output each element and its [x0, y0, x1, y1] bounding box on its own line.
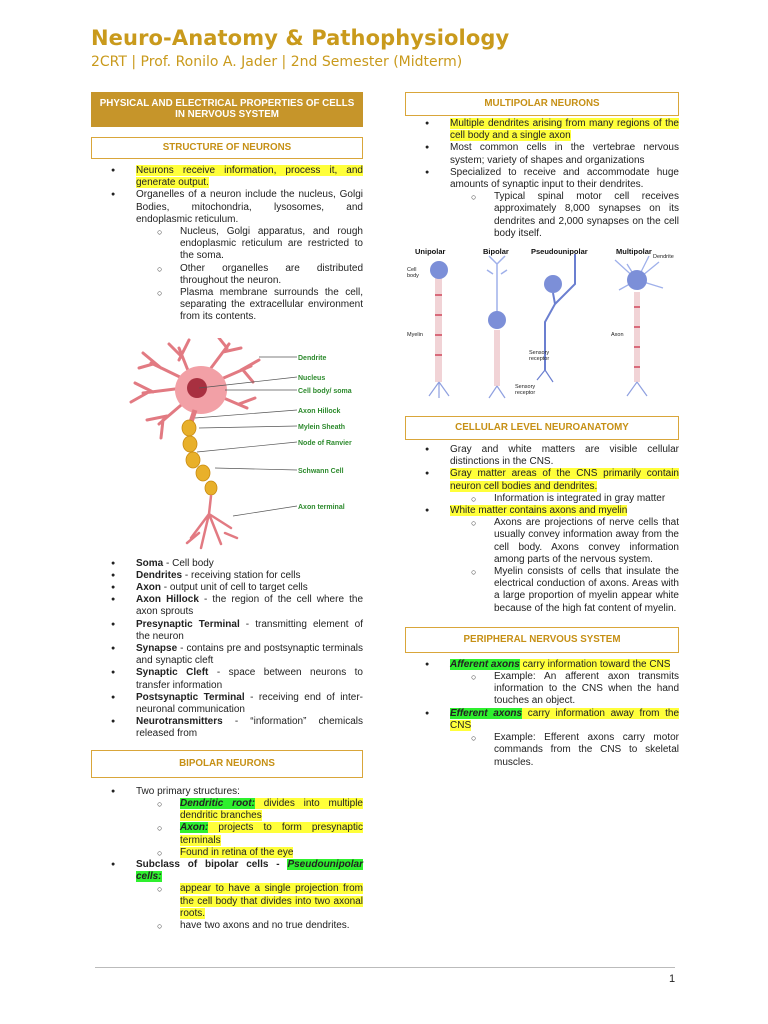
term-item: ● Synapse - contains pre and postsynaptic terminals and synaptic cleft — [91, 643, 363, 667]
label-receptor-1: receptor — [529, 356, 550, 363]
term-item: ● Soma - Cell body — [91, 558, 363, 570]
label-multipolar: Multipolar — [616, 247, 652, 257]
multipolar-list — [405, 118, 679, 240]
term-item: ● Axon - output unit of cell to target cells — [91, 582, 363, 594]
list-item: ○ Axon: projects to form presynaptic terminals — [91, 822, 363, 846]
list-item: ● White matter contains axons and myelin — [405, 505, 679, 517]
label-schwann-cell: Schwann Cell — [298, 467, 344, 475]
label-dendrite: Dendrite — [298, 354, 327, 362]
neuron-types-diagram — [405, 244, 679, 400]
term-item: ● Synaptic Cleft - space between neurons to transfer information — [91, 667, 363, 691]
label-sensory-receptor-2: Sensory — [515, 384, 536, 391]
label-axon-terminal: Axon terminal — [298, 503, 345, 511]
label-cell-body-1: Cell — [407, 267, 417, 274]
bipolar-list — [91, 786, 363, 932]
label-bipolar: Bipolar — [483, 247, 509, 257]
section-heading-cellular: CELLULAR LEVEL NEUROANATOMY — [405, 416, 679, 440]
list-item: ○ Other organelles are distributed throughout the neuron. — [91, 263, 363, 287]
label-receptor-2: receptor — [515, 390, 536, 397]
list-item: ○ have two axons and no true dendrites. — [91, 920, 363, 932]
neuron-diagram — [91, 338, 363, 550]
list-item: ● Subclass of bipolar cells - Pseudounipolar cells: — [91, 859, 363, 883]
term-item: ● Neurotransmitters - “information” chemicals released from — [91, 716, 363, 740]
term-item: ● Dendrites - receiving station for cells — [91, 570, 363, 582]
right-column — [405, 92, 679, 769]
list-item: ● Specialized to receive and accommodate huge amounts of synaptic input to their dendrites. — [405, 167, 679, 191]
term-item: ● Postsynaptic Terminal - receiving end of inter-neuronal communication — [91, 692, 363, 716]
list-item: ● Organelles of a neuron include the nucleus, Golgi Bodies, mitochondria, lysosomes, and endoplasmic reticulum. — [91, 189, 363, 226]
document-title: Neuro-Anatomy & Pathophysiology — [91, 26, 510, 50]
label-myelin: Myelin — [407, 332, 423, 339]
section-heading-pns: PERIPHERAL NERVOUS SYSTEM — [405, 627, 679, 653]
pns-list — [405, 659, 679, 769]
list-item: ○ Nucleus, Golgi apparatus, and rough endoplasmic reticulum are restricted to the soma. — [91, 226, 363, 263]
list-item: ● Efferent axons carry information away from the CNS — [405, 708, 679, 732]
list-item: ○ Example: Efferent axons carry motor commands from the CNS to skeletal muscles. — [405, 732, 679, 769]
list-item: ○ Information is integrated in gray matter — [405, 493, 679, 505]
term-item: ● Axon Hillock - the region of the cell where the axon sprouts — [91, 594, 363, 618]
label-sensory-receptor-1: Sensory — [529, 350, 550, 357]
list-item: ● Afferent axons carry information toward the CNS — [405, 659, 679, 671]
list-item: ○ Typical spinal motor cell receives approximately 8,000 synapses on its dendrites and 2,000 synapses on the cell body itself. — [405, 191, 679, 240]
label-node-of-ranvier: Node of Ranvier — [298, 439, 352, 447]
list-item: ● Multiple dendrites arising from many regions of the cell body and a single axon — [405, 118, 679, 142]
list-item: ○ appear to have a single projection from the cell body that divides into two axonal roots. — [91, 883, 363, 920]
list-item: ● Most common cells in the vertebrae nervous system; variety of shapes and organizations — [405, 142, 679, 166]
section-heading-multipolar: MULTIPOLAR NEURONS — [405, 92, 679, 116]
list-item: ● Gray and white matters are visible cellular distinctions in the CNS. — [405, 444, 679, 468]
list-item: ● Gray matter areas of the CNS primarily contain neuron cell bodies and dendrites. — [405, 468, 679, 492]
list-item: ○ Axons are projections of nerve cells that usually convey information away from the cell body. Axons convey information among parts of the nervous system. — [405, 517, 679, 566]
list-item: ○ Dendritic root: divides into multiple dendritic branches — [91, 798, 363, 822]
label-unipolar: Unipolar — [415, 247, 446, 257]
section-heading-structure: STRUCTURE OF NEURONS — [91, 137, 363, 159]
label-nucleus: Nucleus — [298, 374, 326, 382]
section-heading-bipolar: BIPOLAR NEURONS — [91, 750, 363, 778]
label-pseudounipolar: Pseudounipolar — [531, 247, 588, 257]
label-axon-multi: Axon — [611, 332, 624, 339]
label-cell-body: Cell body/ soma — [298, 387, 352, 395]
label-myelin-sheath: Mylein Sheath — [298, 423, 346, 431]
list-item: ○ Plasma membrane surrounds the cell, separating the extracellular environment from its contents. — [91, 287, 363, 324]
footer-divider — [95, 967, 675, 968]
cellular-list — [405, 444, 679, 615]
label-dendrite-multi: Dendrite — [653, 254, 674, 261]
term-item: ● Presynaptic Terminal - transmitting element of the neuron — [91, 619, 363, 643]
list-item: ● Two primary structures: — [91, 786, 363, 798]
neuron-types-figure — [405, 244, 679, 400]
structure-list — [91, 165, 363, 324]
page-number: 1 — [669, 973, 676, 985]
list-item: ○ Found in retina of the eye — [91, 847, 363, 859]
list-item: ● Neurons receive information, process it, and generate output. — [91, 165, 363, 189]
left-column — [91, 92, 363, 932]
document-subtitle: 2CRT | Prof. Ronilo A. Jader | 2nd Semester (Midterm) — [91, 54, 463, 70]
terms-list — [91, 558, 363, 741]
neuron-structure-figure — [91, 338, 363, 550]
label-cell-body-2: body — [407, 273, 419, 280]
section-heading-properties: PHYSICAL AND ELECTRICAL PROPERTIES OF CELLS IN NERVOUS SYSTEM — [91, 92, 363, 127]
label-axon-hillock: Axon Hillock — [298, 407, 341, 415]
list-item: ○ Example: An afferent axon transmits information to the CNS when the hand touches an object. — [405, 671, 679, 708]
list-item: ○ Myelin consists of cells that insulate the electrical conduction of axons. Areas with a large proportion of myelin appear white because of the high fat content of myelin. — [405, 566, 679, 615]
